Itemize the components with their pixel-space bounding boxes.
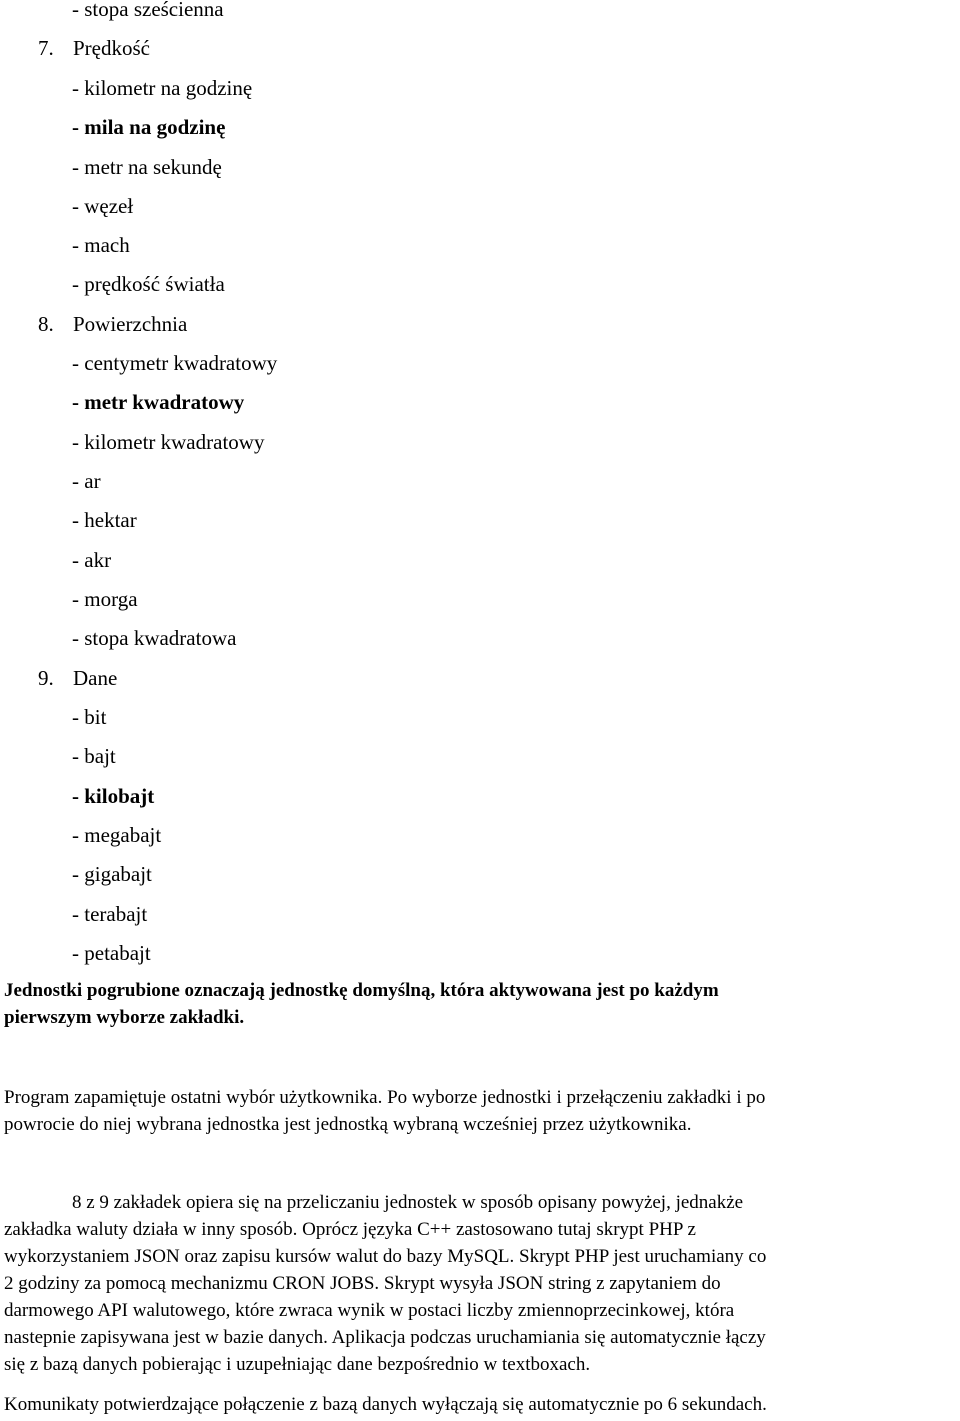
list-item-stopa-kwadratowa: - stopa kwadratowa [72, 626, 237, 650]
list-item-predkosc-swiatla: - prędkość światła [72, 272, 225, 296]
list-number-7: 7. [38, 36, 54, 60]
note-line-1: Jednostki pogrubione oznaczają jednostkę domyślną, która aktywowana jest po każdym [4, 980, 719, 1001]
category-predkosc: Prędkość [73, 36, 150, 60]
list-item-gigabajt: - gigabajt [72, 862, 152, 886]
list-item-bajt: - bajt [72, 744, 116, 768]
category-powierzchnia: Powierzchnia [73, 312, 188, 336]
paragraph-1-line-2: powrocie do niej wybrana jednostka jest jednostką wybraną wcześniej przez użytkownika. [4, 1114, 692, 1135]
list-item-akr: - akr [72, 548, 112, 572]
list-item-kilometr-na-godzine: - kilometr na godzinę [72, 76, 253, 100]
list-item-hektar: - hektar [72, 508, 137, 532]
paragraph-currency-tab [4, 1189, 766, 1378]
paragraph-2-line-6: nastepnie zapisywana jest w bazie danych. Aplikacja podczas uruchamiania się automatycznie łączy [4, 1327, 766, 1348]
list-item-megabajt: - megabajt [72, 823, 162, 847]
paragraph-2-line-3: wykorzystaniem JSON oraz zapisu kursów walut do bazy MySQL. Skrypt PHP jest uruchamiany co [4, 1246, 767, 1267]
list-item-terabajt: - terabajt [72, 902, 148, 926]
list-item-metr-na-sekunde: - metr na sekundę [72, 155, 222, 179]
default-unit-note [4, 977, 719, 1031]
paragraph-3-line-1: Komunikaty potwierdzające połączenie z bazą danych wyłączają się automatycznie po 6 sekundach. [4, 1394, 767, 1415]
note-line-2: pierwszym wyborze zakładki. [4, 1007, 245, 1028]
paragraph-1-line-1: Program zapamiętuje ostatni wybór użytkownika. Po wyborze jednostki i przełączeniu zakładki i po [4, 1087, 766, 1108]
category-dane: Dane [73, 666, 118, 690]
list-item-mila-na-godzine: - mila na godzinę [72, 115, 226, 139]
list-item-kilobajt: - kilobajt [72, 784, 155, 808]
list-item-centymetr-kwadratowy: - centymetr kwadratowy [72, 351, 278, 375]
paragraph-db-messages [4, 1391, 767, 1418]
paragraph-last-choice [4, 1084, 765, 1138]
list-number-8: 8. [38, 312, 54, 336]
list-item-bit: - bit [72, 705, 107, 729]
paragraph-2-line-1: 8 z 9 zakładek opiera się na przeliczaniu jednostek w sposób opisany powyżej, jednakże [72, 1192, 744, 1213]
paragraph-2-line-5: darmowego API walutowego, które zwraca wynik w postaci liczby zmiennoprzecinkowej, która [4, 1300, 735, 1321]
list-item-wezel: - węzeł [72, 194, 134, 218]
paragraph-2-line-7: się z bazą danych pobierając i uzupełniając dane bezpośrednio w textboxach. [4, 1354, 591, 1375]
list-item-metr-kwadratowy: - metr kwadratowy [72, 390, 245, 414]
list-item-ar: - ar [72, 469, 101, 493]
list-number-9: 9. [38, 666, 54, 690]
paragraph-2-line-4: 2 godziny za pomocą mechanizmu CRON JOBS. Skrypt wysyła JSON string z zapytaniem do [4, 1273, 721, 1294]
list-item-morga: - morga [72, 587, 138, 611]
list-item-petabajt: - petabajt [72, 941, 151, 965]
paragraph-2-line-2: zakładka waluty działa w inny sposób. Oprócz języka C++ zastosowano tutaj skrypt PHP z [4, 1219, 696, 1240]
list-item-kilometr-kwadratowy: - kilometr kwadratowy [72, 430, 265, 454]
list-item-stopa-szescienna: - stopa sześcienna [72, 0, 224, 21]
list-item-mach: - mach [72, 233, 130, 257]
